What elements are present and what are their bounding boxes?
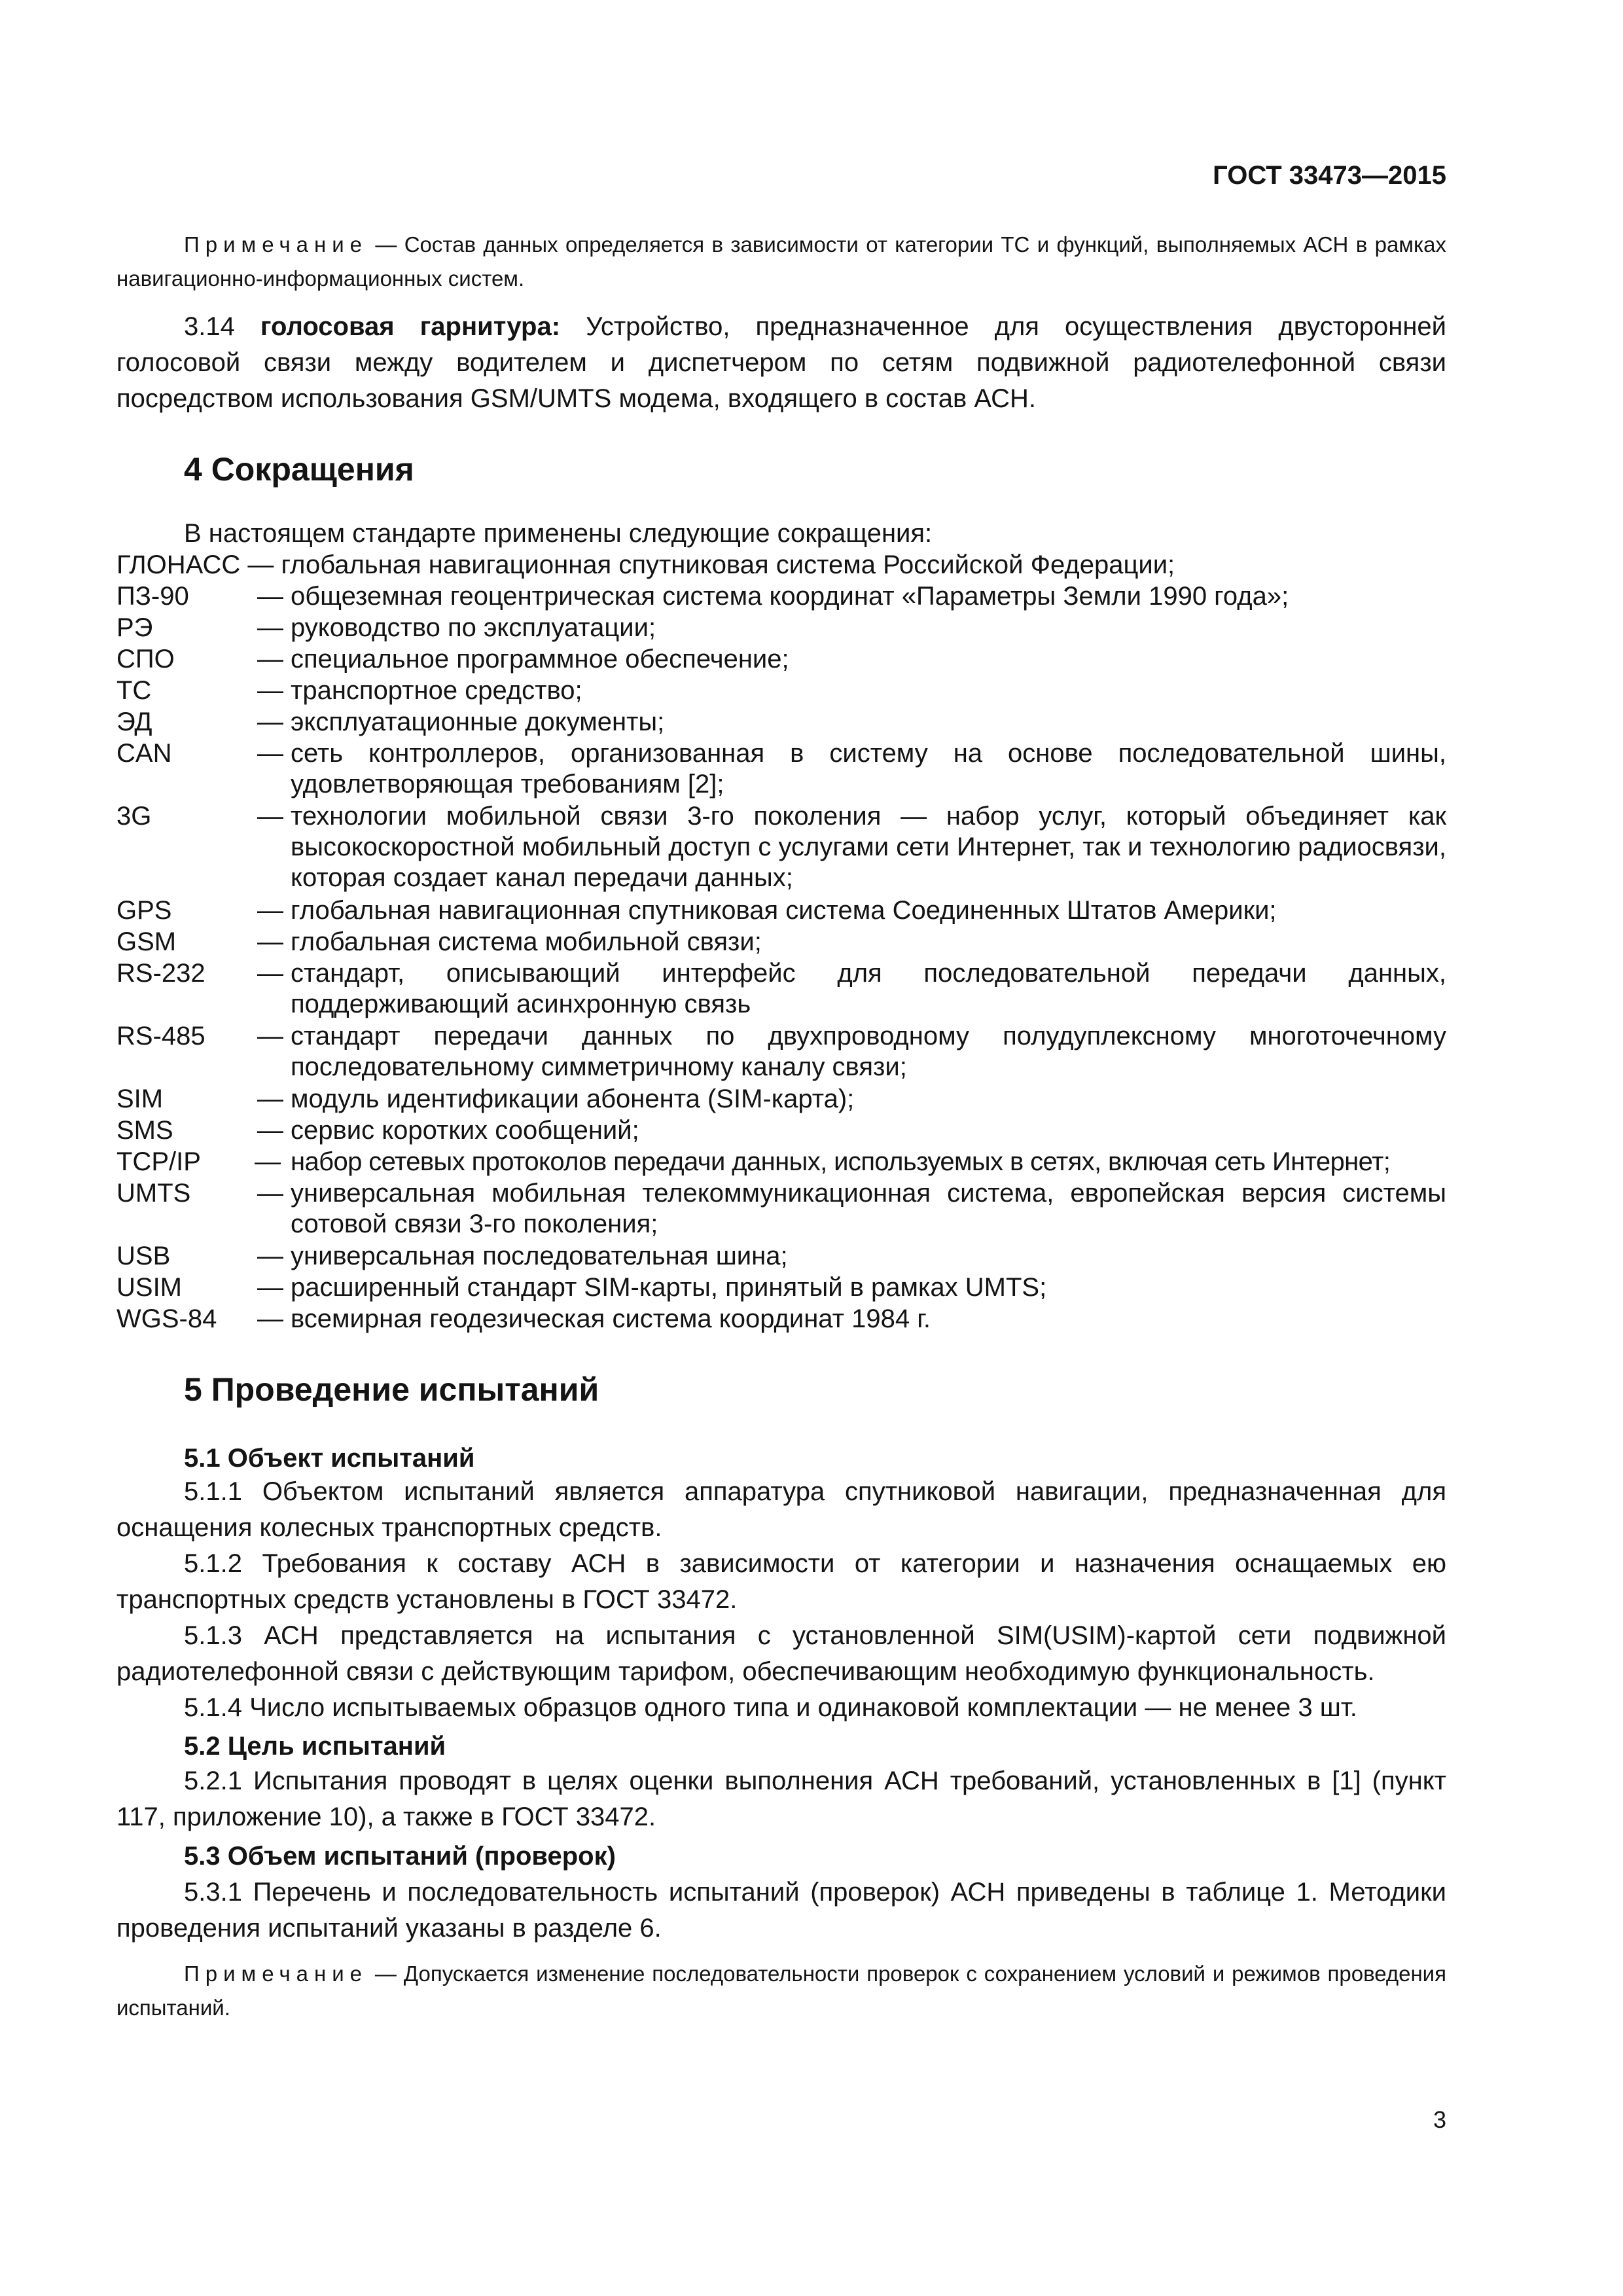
abbreviation-term: TCP/IP xyxy=(116,1147,201,1176)
dash: — xyxy=(257,802,283,831)
dash: — xyxy=(257,959,283,988)
abbreviations-intro: В настоящем стандарте применены следующие сокращения: xyxy=(184,519,933,548)
note-label: Примечание xyxy=(184,232,368,257)
abbreviation-definition: глобальная навигационная спутниковая система Соединенных Штатов Америки; xyxy=(291,896,1277,925)
abbreviation-term: 3G xyxy=(116,802,152,831)
abbreviation-definition: транспортное средство; xyxy=(291,676,582,705)
paragraph-5-1-1: 5.1.1 Объектом испытаний является аппаратура спутниковой навигации, предназначенная для оснащения колесных транспортных средств. xyxy=(116,1477,1446,1542)
abbreviation-item xyxy=(116,958,1446,1020)
section-5-heading: 5 Проведение испытаний xyxy=(184,1371,599,1408)
abbreviation-term: WGS-84 xyxy=(116,1304,217,1333)
note-text: — Допускается изменение последовательности проверок с сохранением условий и режимов проведения испытаний. xyxy=(116,1962,1446,2020)
abbreviation-term: СПО xyxy=(116,645,175,673)
abbreviation-item xyxy=(116,1147,1446,1177)
abbreviation-item xyxy=(116,1021,1446,1083)
abbreviation-definition: сеть контроллеров, организованная в систему на основе последовательной шины, удовлетворяющая требованиям [2]; xyxy=(291,739,1446,798)
abbreviation-term: ПЗ-90 xyxy=(116,582,189,611)
dash: — xyxy=(255,1147,281,1176)
section-4-heading: 4 Сокращения xyxy=(184,451,414,488)
paragraph-5-1-2: 5.1.2 Требования к составу АСН в зависимости от категории и назначения оснащаемых ею транспортных средств установлены в ГОСТ 33472. xyxy=(116,1549,1446,1614)
abbreviation-definition: технологии мобильной связи 3-го поколения — набор услуг, который объединяет как высокоскоростной мобильный доступ с услугами сети Интернет, так и технологию радиосвязи, которая создает канал передачи данных; xyxy=(291,802,1446,892)
document-code: ГОСТ 33473—2015 xyxy=(1213,161,1446,190)
abbreviation-item xyxy=(116,1241,1446,1272)
dash: — xyxy=(257,676,283,705)
dash: — xyxy=(257,708,283,736)
abbreviation-glonass: ГЛОНАСС — глобальная навигационная спутниковая система Российской Федерации; xyxy=(116,550,1175,579)
subsection-5-3-heading: 5.3 Объем испытаний (проверок) xyxy=(184,1842,616,1871)
abbreviation-item xyxy=(116,1178,1446,1240)
abbreviation-definition: специальное программное обеспечение; xyxy=(291,645,789,673)
abbreviation-item xyxy=(116,581,1446,612)
page-number: 3 xyxy=(1433,2106,1446,2133)
note-2 xyxy=(116,1957,1446,2025)
abbreviation-term: SIM xyxy=(116,1085,164,1113)
abbreviation-definition: глобальная система мобильной связи; xyxy=(291,927,762,956)
abbreviation-term: RS-485 xyxy=(116,1022,205,1050)
paragraph-5-2-1: 5.2.1 Испытания проводят в целях оценки выполнения АСН требований, установленных в [1] (пункт 117, приложение 10), а также в ГОСТ 33472. xyxy=(116,1767,1446,1831)
abbreviation-item xyxy=(116,1084,1446,1115)
dash: — xyxy=(257,1179,283,1208)
abbreviation-item xyxy=(116,927,1446,958)
abbreviation-term: GSM xyxy=(116,927,177,956)
abbreviation-item xyxy=(116,801,1446,893)
dash: — xyxy=(257,582,283,611)
abbreviation-item xyxy=(116,1304,1446,1335)
abbreviation-definition: сервис коротких сообщений; xyxy=(291,1116,639,1145)
dash: — xyxy=(257,1242,283,1270)
abbreviation-definition: универсальная мобильная телекоммуникационная система, европейская версия системы сотовой связи 3-го поколения; xyxy=(291,1179,1446,1238)
abbreviation-term: USB xyxy=(116,1242,171,1270)
abbreviation-definition: общеземная геоцентрическая система координат «Параметры Земли 1990 года»; xyxy=(291,582,1289,611)
abbreviation-definition: универсальная последовательная шина; xyxy=(291,1242,788,1270)
dash: — xyxy=(257,739,283,768)
abbreviation-term: UMTS xyxy=(116,1179,191,1208)
abbreviation-definition: всемирная геодезическая система координат 1984 г. xyxy=(291,1304,931,1333)
definition-text: Устройство, предназначенное для осуществления двусторонней голосовой связи между водителем и диспетчером по сетям подвижной радиотелефонной связи посредством использования GSM/UMTS модема, входящего в состав АСН. xyxy=(116,312,1446,413)
note-label: Примечание xyxy=(184,1962,368,1986)
abbreviation-definition: эксплуатационные документы; xyxy=(291,708,665,736)
subsection-5-1-heading: 5.1 Объект испытаний xyxy=(184,1444,475,1473)
dash: — xyxy=(257,613,283,642)
note-1 xyxy=(116,228,1446,296)
abbreviation-item xyxy=(116,707,1446,738)
abbreviation-item xyxy=(116,738,1446,800)
abbreviation-term: GPS xyxy=(116,896,172,925)
abbreviation-definition: набор сетевых протоколов передачи данных, используемых в сетях, включая сеть Интернет; xyxy=(291,1147,1391,1176)
defined-term: голосовая гарнитура: xyxy=(260,312,561,341)
abbreviation-term: CAN xyxy=(116,739,172,768)
note-text: — Состав данных определяется в зависимости от категории ТС и функций, выполняемых АСН в рамках навигационно-информационных систем. xyxy=(116,232,1446,291)
dash: — xyxy=(257,896,283,925)
abbreviation-item xyxy=(116,675,1446,706)
abbreviation-term: RS-232 xyxy=(116,959,205,988)
abbreviation-item xyxy=(116,613,1446,643)
paragraph-5-1-4: 5.1.4 Число испытываемых образцов одного типа и одинаковой комплектации — не менее 3 шт. xyxy=(184,1693,1357,1722)
paragraph-5-3-1: 5.3.1 Перечень и последовательность испытаний (проверок) АСН приведены в таблице 1. Методики проведения испытаний указаны в разделе 6. xyxy=(116,1878,1446,1943)
dash: — xyxy=(257,1116,283,1145)
subsection-5-2-heading: 5.2 Цель испытаний xyxy=(184,1732,446,1761)
dash: — xyxy=(257,927,283,956)
abbreviation-item xyxy=(116,1115,1446,1146)
abbreviation-term: USIM xyxy=(116,1273,182,1302)
paragraph-number: 3.14 xyxy=(184,312,260,341)
dash: — xyxy=(257,1304,283,1333)
abbreviation-definition: модуль идентификации абонента (SIM-карта); xyxy=(291,1085,855,1113)
dash: — xyxy=(257,1022,283,1050)
abbreviation-definition: руководство по эксплуатации; xyxy=(291,613,656,642)
abbreviation-term: ЭД xyxy=(116,708,152,736)
dash: — xyxy=(257,1085,283,1113)
dash: — xyxy=(257,645,283,673)
paragraph-3-14 xyxy=(116,309,1446,417)
abbreviation-definition: стандарт передачи данных по двухпроводному полудуплексному многоточечному последовательному симметричному каналу связи; xyxy=(291,1022,1446,1081)
abbreviation-definition: расширенный стандарт SIM-карты, принятый в рамках UMTS; xyxy=(291,1273,1047,1302)
abbreviation-item xyxy=(116,895,1446,926)
dash: — xyxy=(257,1273,283,1302)
abbreviation-item xyxy=(116,644,1446,675)
abbreviation-term: РЭ xyxy=(116,613,153,642)
abbreviation-term: SMS xyxy=(116,1116,173,1145)
paragraph-5-1-3: 5.1.3 АСН представляется на испытания с установленной SIM(USIM)-картой сети подвижной радиотелефонной связи с действующим тарифом, обеспечивающим необходимую функциональность. xyxy=(116,1621,1446,1686)
abbreviation-item xyxy=(116,1272,1446,1303)
abbreviation-definition: стандарт, описывающий интерфейс для последовательной передачи данных, поддерживающий асинхронную связь xyxy=(291,959,1446,1018)
abbreviation-term: ТС xyxy=(116,676,152,705)
